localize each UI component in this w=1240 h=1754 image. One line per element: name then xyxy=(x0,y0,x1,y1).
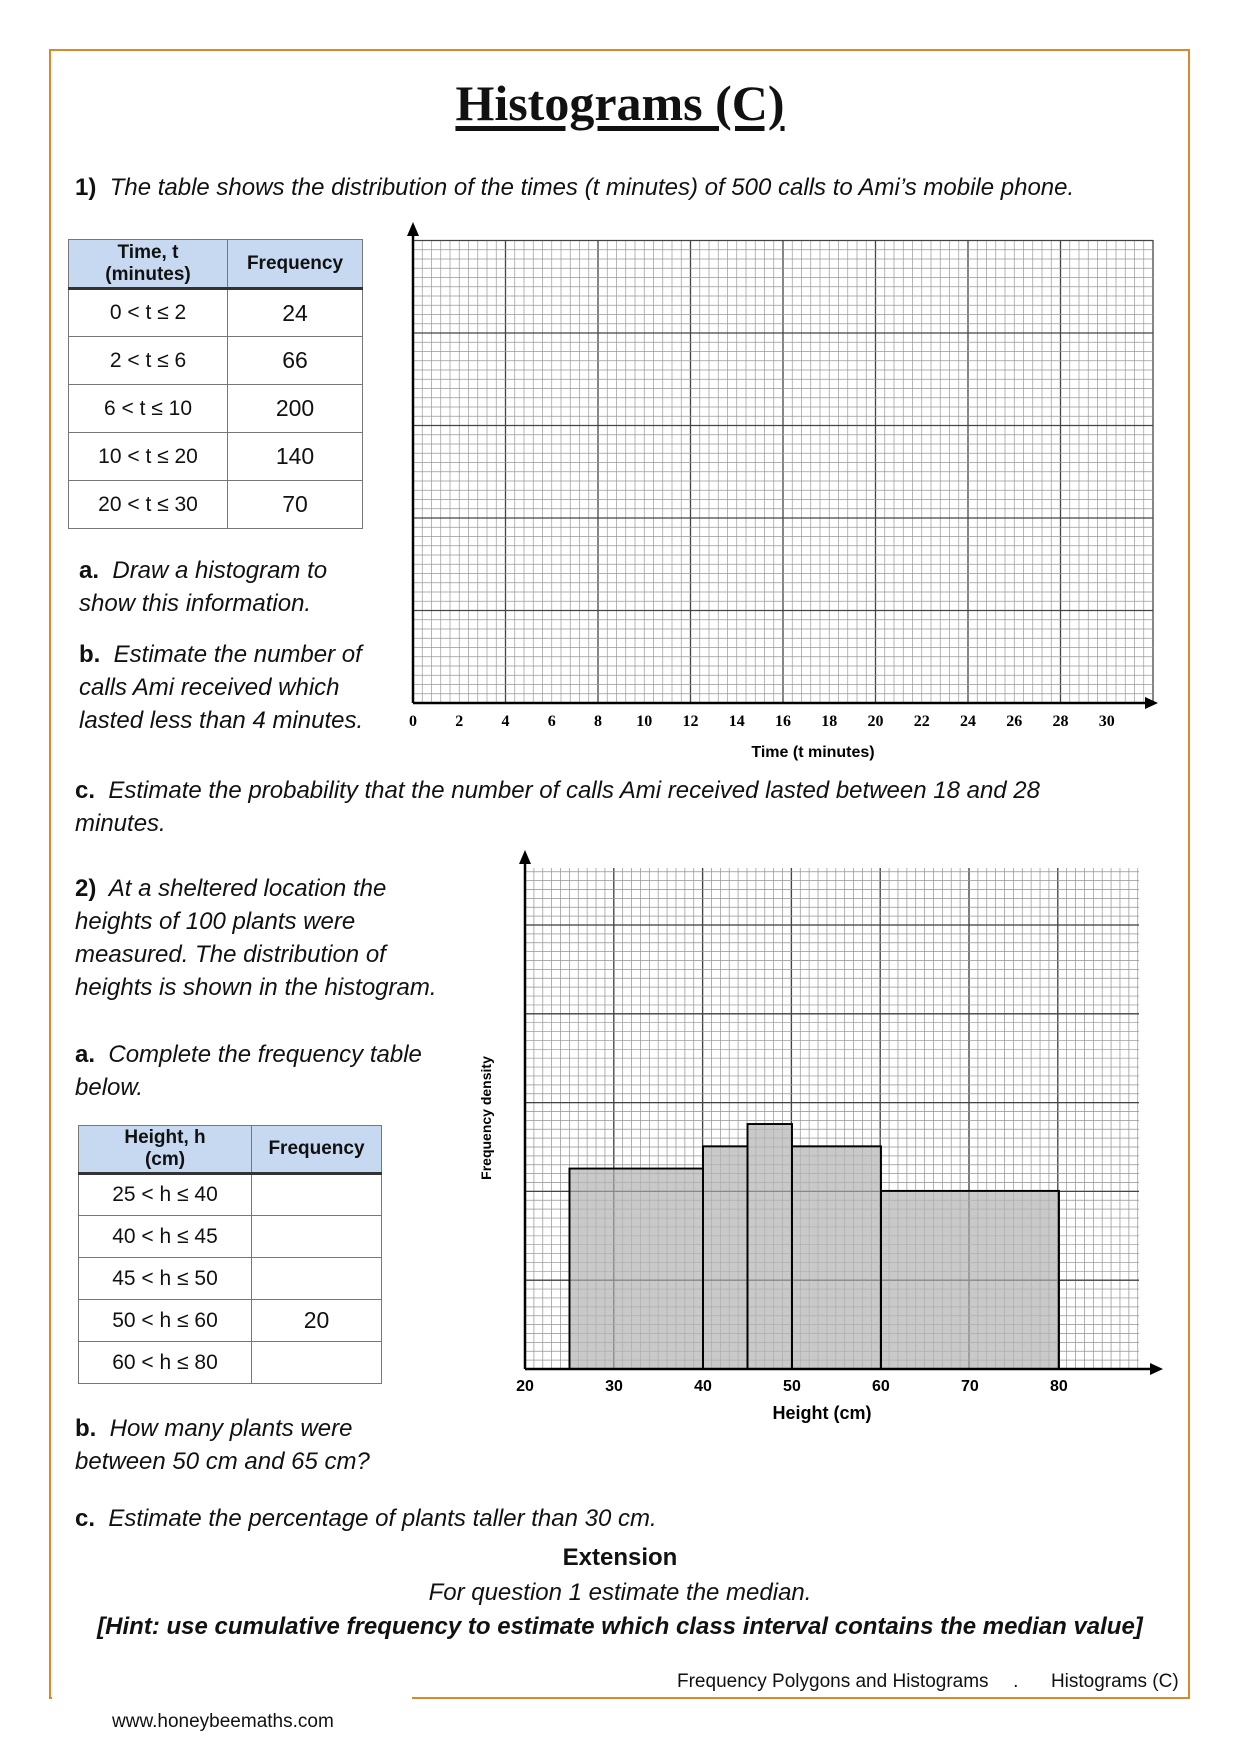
q1-intro-text: The table shows the distribution of the times (t minutes) of 500 calls to Ami’s mobile phone. xyxy=(109,174,1075,201)
q2-interval: 45 < h ≤ 50 xyxy=(79,1258,252,1300)
q2-frequency-cell[interactable]: 20 xyxy=(252,1300,382,1342)
q1-interval: 10 < t ≤ 20 xyxy=(69,433,228,481)
q2-a-label: a. xyxy=(75,1041,96,1068)
q1-b-line2: calls Ami received which xyxy=(79,674,340,701)
extension-text: For question 1 estimate the median. xyxy=(428,1579,812,1606)
height-y-axis-arrow xyxy=(519,850,531,864)
q1-frequency: 140 xyxy=(228,433,363,481)
q1-col-time-line2: (minutes) xyxy=(105,263,191,285)
q2-intro-line4: heights is shown in the histogram. xyxy=(75,974,437,1001)
q2-intro-line3: measured. The distribution of xyxy=(75,941,386,968)
height-x-axis-arrow xyxy=(1150,1363,1163,1375)
page-title: Histograms (C) xyxy=(455,75,785,131)
q2-a-line2: below. xyxy=(75,1074,144,1101)
q1-b-line3: lasted less than 4 minutes. xyxy=(79,707,364,734)
time-tick-label: 8 xyxy=(594,713,602,730)
time-tick-label: 14 xyxy=(728,713,745,730)
q2-c-label: c. xyxy=(75,1505,96,1532)
height-tick-label: 80 xyxy=(1050,1378,1068,1395)
q1-number: 1) xyxy=(75,174,97,201)
q1-frequency: 70 xyxy=(228,481,363,529)
q1-b-line1: Estimate the number of xyxy=(113,641,362,668)
height-tick-label: 70 xyxy=(961,1378,979,1395)
time-tick-label: 4 xyxy=(501,713,510,730)
time-tick-label: 16 xyxy=(775,713,791,730)
footer-right: Histograms (C) xyxy=(1050,1671,1179,1692)
time-tick-label: 6 xyxy=(547,713,556,730)
q1-a-line1: Draw a histogram to xyxy=(112,557,328,584)
extension-hint: [Hint: use cumulative frequency to estimate which class interval contains the median value] xyxy=(97,1613,1143,1640)
height-tick-label: 40 xyxy=(694,1378,712,1395)
q1-frequency: 24 xyxy=(228,289,363,337)
q2-col-frequency-header: Frequency xyxy=(252,1126,382,1174)
histogram-bar xyxy=(703,1146,747,1369)
time-tick-label: 28 xyxy=(1052,713,1069,730)
time-tick-label: 12 xyxy=(682,713,699,730)
time-x-axis-arrow xyxy=(1145,697,1158,709)
time-tick-label: 10 xyxy=(636,713,653,730)
time-y-axis-arrow xyxy=(407,222,419,236)
height-histogram xyxy=(478,850,1163,1423)
q1-c-line2: minutes. xyxy=(75,810,166,837)
q2-col-height-line2: (cm) xyxy=(144,1149,186,1170)
q1-frequency: 66 xyxy=(228,337,363,385)
height-y-axis-label: Frequency density xyxy=(478,1056,494,1180)
time-x-axis-label: Time (t minutes) xyxy=(751,744,875,761)
q1-interval: 6 < t ≤ 10 xyxy=(69,385,228,433)
q2-c-text: Estimate the percentage of plants taller than 30 cm. xyxy=(108,1505,657,1532)
q2-b-line1: How many plants were xyxy=(109,1415,353,1442)
q1-a-label: a. xyxy=(79,557,100,584)
time-tick-label: 22 xyxy=(913,713,930,730)
height-tick-label: 50 xyxy=(783,1378,801,1395)
extension-heading: Extension xyxy=(562,1544,678,1571)
time-tick-label: 26 xyxy=(1006,713,1023,730)
q1-c-line1: Estimate the probability that the number of calls Ami received lasted between 18 and 28 xyxy=(108,777,1040,804)
q2-interval: 60 < h ≤ 80 xyxy=(79,1342,252,1384)
q1-interval: 20 < t ≤ 30 xyxy=(69,481,228,529)
q1-col-frequency-header: Frequency xyxy=(228,240,363,289)
q2-col-height-line1: Height, h xyxy=(124,1127,206,1148)
height-tick-label: 20 xyxy=(516,1378,534,1395)
height-tick-label: 60 xyxy=(872,1378,890,1395)
q2-b-label: b. xyxy=(75,1415,97,1442)
time-tick-label: 24 xyxy=(960,713,976,730)
time-tick-label: 0 xyxy=(409,713,417,730)
q1-a-line2: show this information. xyxy=(79,590,312,617)
histogram-bar xyxy=(569,1169,702,1369)
time-histogram-grid xyxy=(407,222,1158,761)
q2-number: 2) xyxy=(75,875,97,902)
footer-separator: . xyxy=(1013,1671,1019,1692)
footer-left: Frequency Polygons and Histograms xyxy=(677,1671,989,1692)
histogram-bar xyxy=(747,1124,791,1369)
height-tick-label: 30 xyxy=(605,1378,623,1395)
q2-intro-line2: heights of 100 plants were xyxy=(75,908,356,935)
website-url: www.honeybeemaths.com xyxy=(112,1711,334,1732)
height-x-axis-label: Height (cm) xyxy=(772,1403,872,1423)
q1-col-time-line1: Time, t xyxy=(117,241,179,263)
q2-interval: 40 < h ≤ 45 xyxy=(79,1216,252,1258)
q1-c-label: c. xyxy=(75,777,96,804)
time-tick-label: 2 xyxy=(455,713,464,730)
q2-interval: 50 < h ≤ 60 xyxy=(79,1300,252,1342)
histogram-bar xyxy=(792,1146,881,1369)
time-tick-label: 30 xyxy=(1098,713,1115,730)
time-tick-label: 20 xyxy=(867,713,884,730)
q1-interval: 2 < t ≤ 6 xyxy=(69,337,228,385)
time-tick-label: 18 xyxy=(821,713,838,730)
q2-b-line2: between 50 cm and 65 cm? xyxy=(75,1448,370,1475)
q2-a-line1: Complete the frequency table xyxy=(108,1041,422,1068)
q1-frequency: 200 xyxy=(228,385,363,433)
q1-interval: 0 < t ≤ 2 xyxy=(69,289,228,337)
q2-intro-line1: At a sheltered location the xyxy=(108,875,387,902)
q2-interval: 25 < h ≤ 40 xyxy=(79,1174,252,1216)
q1-b-label: b. xyxy=(79,641,101,668)
